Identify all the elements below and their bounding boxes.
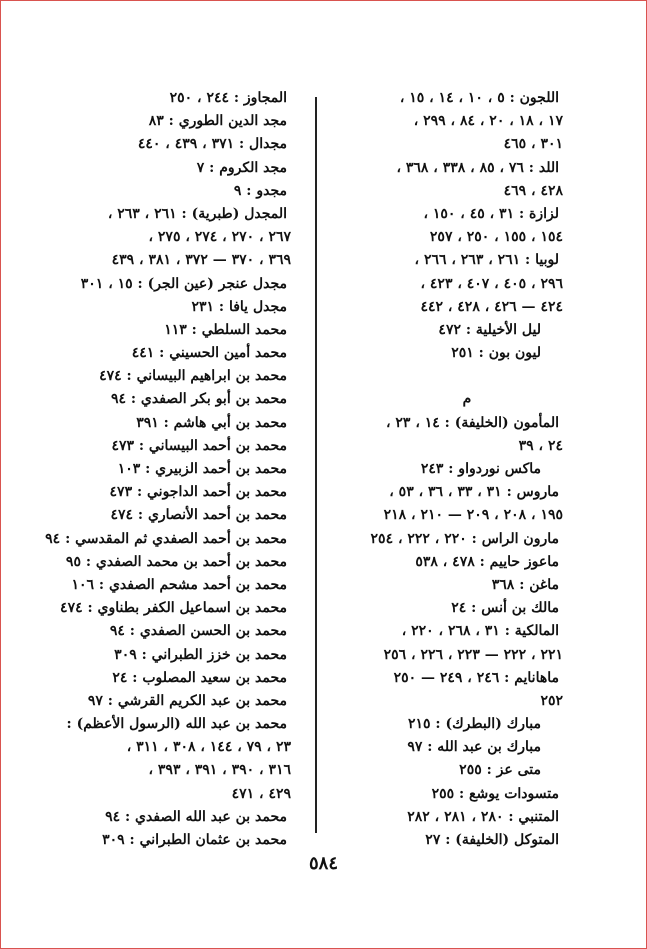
index-entry-line: ٤٢٤ — ٤٢٦ ، ٤٢٨ ، ٤٤٢ bbox=[420, 298, 563, 315]
index-entry-line: محمد بن خزز الطبراني : ٣٠٩ bbox=[114, 646, 287, 663]
index-entry-line: مجد الدين الطوري : ٨٣ bbox=[148, 113, 287, 130]
index-entry-line bbox=[331, 365, 563, 388]
index-entry-line: ٤٢٨ ، ٤٦٩ bbox=[503, 182, 563, 199]
index-entry-line: محمد بن عبد الكريم القرشي : ٩٧ bbox=[87, 692, 287, 709]
index-entry-line: ٢٢١ ، ٢٢٢ — ٢٢٣ ، ٢٢٦ ، ٢٥٦ bbox=[383, 646, 563, 663]
index-entry-line: ماغن : ٣٦٨ bbox=[491, 576, 559, 593]
index-entry-line: ٣٠١ ، ٤٦٥ bbox=[503, 136, 563, 153]
index-entry-line: مجدل يافا : ٢٣١ bbox=[191, 298, 287, 315]
index-entry-line: محمد السلطي : ١١٣ bbox=[164, 321, 287, 338]
index-entry-line: ماعوز حاييم : ٤٧٨ ، ٥٣٨ bbox=[415, 553, 559, 570]
index-entry-line: محمد بن أحمد الزبيري : ١٠٣ bbox=[117, 461, 287, 477]
index-entry-line: المتوكل (الخليفة) : ٢٧ bbox=[425, 832, 559, 848]
index-entry-line: ليون بون : ٢٥١ bbox=[451, 345, 541, 362]
index-entry-line: المالكية : ٣١ ، ٢٦٨ ، ٢٢٠ ، bbox=[401, 623, 559, 640]
index-entry-line: متى عز : ٢٥٥ bbox=[459, 762, 541, 779]
index-entry-line: المجدل (طبرية) : ٢٦١ ، ٢٦٣ ، bbox=[107, 205, 287, 222]
index-entry-line: اللد : ٧٦ ، ٨٥ ، ٣٣٨ ، ٣٦٨ ، bbox=[396, 159, 559, 176]
index-entry-line: المأمون (الخليفة) : ١٤ ، ٢٣ ، bbox=[386, 414, 559, 431]
index-entry-line: محمد بن أحمد الداجوني : ٤٧٣ bbox=[109, 484, 287, 501]
index-entry-line: ماروس : ٣١ ، ٣٣ ، ٣٦ ، ٥٣ ، bbox=[389, 484, 559, 501]
index-entry-line: محمد بن عبد الله الصفدي : ٩٤ bbox=[105, 808, 287, 825]
index-entry-line: محمد بن اسماعيل الكفر بطناوي : ٤٧٤ bbox=[60, 600, 287, 617]
index-entry-line: ٢٣ ، ٧٩ ، ١٤٤ ، ٣٠٨ ، ٣١١ ، bbox=[126, 739, 291, 756]
index-entry-line: مجدال : ٣٧١ ، ٤٣٩ ، ٤٤٠ bbox=[137, 136, 287, 153]
index-entry-line: لوبيا : ٢٦١ ، ٢٦٣ ، ٢٦٦ ، bbox=[414, 252, 559, 269]
index-entry-line: ٢٥٢ bbox=[540, 692, 563, 709]
index-entry-line: ١٧ ، ١٨ ، ٢٠ ، ٨٤ ، ٢٩٩ ، bbox=[413, 113, 563, 130]
index-entry-line: ١٩٥ ، ٢٠٨ ، ٢٠٩ — ٢١٠ ، ٢١٨ bbox=[383, 507, 563, 524]
index-entry-line: ٢٦٧ ، ٢٧٠ ، ٢٧٤ ، ٢٧٥ ، bbox=[148, 229, 291, 246]
index-column-right bbox=[331, 87, 563, 852]
index-entry-line: محمد بن أبي هاشم : ٣٩١ bbox=[136, 414, 287, 431]
index-entry-line: ليل الأخيلية : ٤٧٢ bbox=[438, 321, 541, 338]
index-entry-line: ماكس نوردواو : ٢٤٣ bbox=[420, 461, 541, 477]
index-entry-line: محمد بن عثمان الطبراني : ٣٠٩ bbox=[102, 832, 287, 848]
index-entry-line: محمد بن أحمد الصفدي ثم المقدسي : ٩٤ bbox=[45, 530, 287, 547]
index-column-left bbox=[45, 87, 291, 852]
index-entry-line: محمد بن أحمد الأنصاري : ٤٧٤ bbox=[110, 507, 287, 524]
index-entry-line: ١٥٤ ، ١٥٥ ، ٢٥٠ ، ٢٥٧ bbox=[429, 229, 563, 246]
index-entry-line: المجاوز : ٢٤٤ ، ٢٥٠ bbox=[169, 90, 287, 106]
page-number: ٥٨٤ bbox=[308, 853, 338, 874]
column-divider bbox=[315, 97, 317, 833]
index-entry-line: محمد بن أحمد مشحم الصفدي : ١٠٦ bbox=[71, 576, 287, 593]
index-entry-line: المتنبي : ٢٨٠ ، ٢٨١ ، ٢٨٢ bbox=[407, 808, 559, 825]
index-entry-line: ماهانايم : ٢٤٦ ، ٢٤٩ — ٢٥٠ bbox=[393, 669, 559, 686]
index-entry-line: متسودات يوشع : ٢٥٥ bbox=[431, 785, 559, 802]
index-entry-line: مالك بن أنس : ٢٤ bbox=[451, 600, 559, 617]
index-entry-line: مجدل عنجر (عين الجر) : ١٥ ، ٣٠١ bbox=[80, 275, 287, 292]
index-entry-line: ٣٦٩ ، ٣٧٠ — ٣٧٢ ، ٣٨١ ، ٤٣٩ bbox=[111, 252, 291, 269]
index-entry-line: محمد أمين الحسيني : ٤٤١ bbox=[131, 345, 287, 362]
index-entry-line: اللجون : ٥ ، ١٠ ، ١٤ ، ١٥ ، bbox=[399, 90, 559, 106]
index-entry-line: محمد بن ابراهيم البيساني : ٤٧٤ bbox=[99, 368, 287, 385]
index-entry-line: مبارك (البطرك) : ٢١٥ bbox=[407, 716, 541, 733]
index-entry-line: محمد بن أحمد بن محمد الصفدي : ٩٥ bbox=[65, 553, 287, 570]
index-entry-line: لزازة : ٣١ ، ٤٥ ، ١٥٠ ، bbox=[423, 205, 559, 222]
index-entry-line: م bbox=[462, 391, 472, 408]
index-entry-line: ٢٤ ، ٣٩ bbox=[518, 437, 563, 454]
index-entry-line: مارون الراس : ٢٢٠ ، ٢٢٢ ، ٢٥٤ bbox=[370, 530, 559, 547]
index-entry-line: محمد بن أبو بكر الصفدي : ٩٤ bbox=[110, 391, 287, 408]
index-entry-line: مجدو : ٩ bbox=[233, 182, 287, 199]
index-entry-line: ٢٩٦ ، ٤٠٥ ، ٤٠٧ ، ٤٢٣ ، bbox=[420, 275, 563, 292]
index-entry-line: محمد بن عبد الله (الرسول الأعظم) : bbox=[66, 716, 287, 733]
index-entry-line: ٣١٦ ، ٣٩٠ ، ٣٩١ ، ٣٩٣ ، bbox=[148, 762, 291, 779]
index-entry-line: محمد بن الحسن الصفدي : ٩٤ bbox=[109, 623, 287, 640]
index-entry-line: مجد الكروم : ٧ bbox=[196, 159, 287, 176]
index-entry-line: محمد بن أحمد البيساني : ٤٧٣ bbox=[111, 437, 287, 454]
index-entry-line: مبارك بن عبد الله : ٩٧ bbox=[407, 739, 541, 756]
index-entry-line: محمد بن سعيد المصلوب : ٢٤ bbox=[112, 669, 287, 686]
index-entry-line: ٤٢٩ ، ٤٧١ bbox=[231, 785, 291, 802]
